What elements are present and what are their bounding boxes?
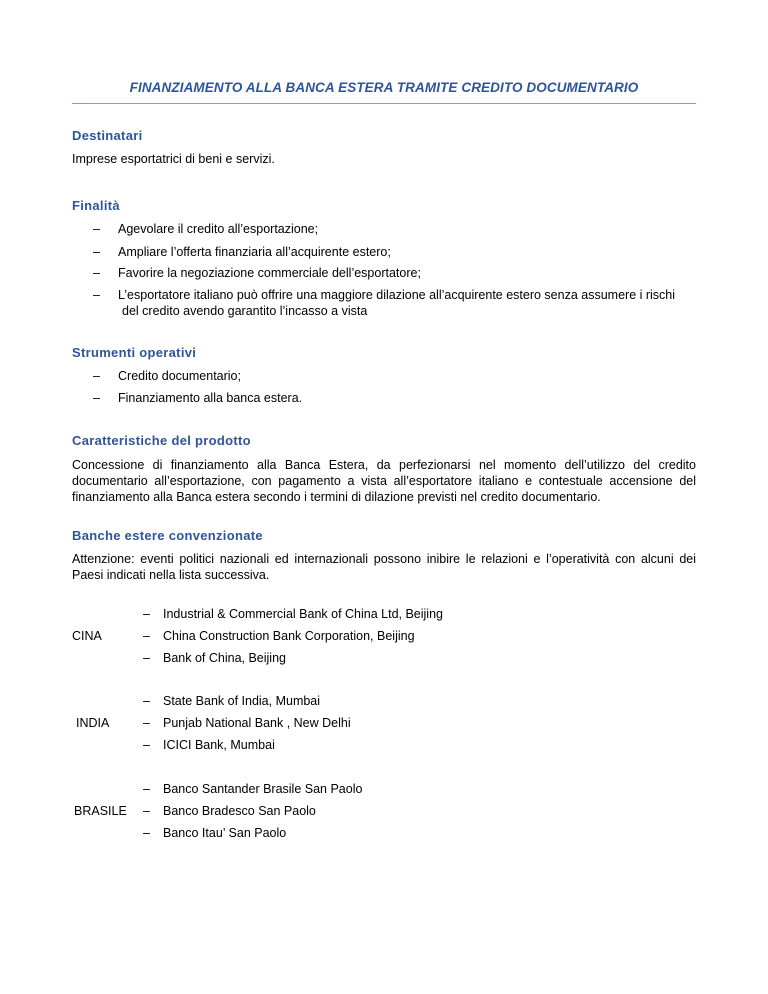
heading-strumenti: Strumenti operativi: [72, 345, 197, 360]
list-dash: –: [143, 694, 150, 708]
finalita-item: [93, 287, 696, 319]
list-dash: –: [143, 782, 150, 796]
heading-caratteristiche: Caratteristiche del prodotto: [72, 433, 251, 448]
destinatari-text: Imprese esportatrici di beni e servizi.: [72, 152, 275, 166]
heading-banche: Banche estere convenzionate: [72, 528, 263, 543]
bank-name: Banco Santander Brasile San Paolo: [163, 782, 363, 796]
bank-name: Banco Itau’ San Paolo: [163, 826, 287, 840]
bank-item: [143, 803, 316, 819]
heading-destinatari: Destinatari: [72, 128, 143, 143]
bank-item: [143, 737, 275, 753]
list-dash: –: [143, 716, 150, 730]
list-dash: –: [93, 222, 100, 236]
country-label: INDIA: [76, 716, 110, 730]
finalita-item-text: Ampliare l’offerta finanziaria all’acquirente estero;: [118, 245, 391, 259]
list-dash: –: [93, 391, 100, 405]
caratteristiche-text: Concessione di finanziamento alla Banca Estera, da perfezionarsi nel momento dell’utilizzo del credito documentario all’esportazione, con pagamento a vista all’esportatore italiano e contestuale accensione del finanziamento alla Banca estera secondo i termini di dilazione previsti nel credito documentario.: [72, 458, 696, 504]
list-dash: –: [93, 266, 100, 280]
list-dash: –: [143, 629, 150, 643]
finalita-item: [93, 221, 696, 237]
strumenti-item: [93, 390, 696, 406]
bank-item: [143, 628, 415, 644]
finalita-item-text: Favorire la negoziazione commerciale dell’esportatore;: [118, 266, 421, 280]
heading-finalita: Finalità: [72, 198, 120, 213]
bank-item: [143, 650, 286, 666]
finalita-item: [93, 265, 696, 281]
bank-item: [143, 715, 351, 731]
bank-name: China Construction Bank Corporation, Beijing: [163, 629, 415, 643]
list-dash: –: [143, 804, 150, 818]
document-title: FINANZIAMENTO ALLA BANCA ESTERA TRAMITE CREDITO DOCUMENTARIO: [129, 80, 639, 95]
finalita-item-continuation: del credito avendo garantito l’incasso a vista: [122, 304, 368, 318]
bank-name: ICICI Bank, Mumbai: [163, 738, 275, 752]
list-dash: –: [143, 738, 150, 752]
country-label: BRASILE: [74, 804, 127, 818]
list-dash: –: [93, 245, 100, 259]
finalita-item-text: L’esportatore italiano può offrire una maggiore dilazione all’acquirente estero senza assumere i rischi: [118, 288, 676, 302]
country-label: CINA: [72, 629, 102, 643]
finalita-item-text: Agevolare il credito all’esportazione;: [118, 222, 319, 236]
banche-notice: Attenzione: eventi politici nazionali ed internazionali possono inibire le relazioni e l’operatività con alcuni dei Paesi indicati nella lista successiva.: [72, 552, 696, 582]
bank-name: Bank of China, Beijing: [163, 651, 286, 665]
bank-item: [143, 606, 443, 622]
list-dash: –: [143, 826, 150, 840]
list-dash: –: [143, 607, 150, 621]
bank-item: [143, 781, 362, 797]
bank-name: Industrial & Commercial Bank of China Ltd, Beijing: [163, 607, 443, 621]
list-dash: –: [93, 369, 100, 383]
list-dash: –: [93, 288, 100, 302]
list-dash: –: [143, 651, 150, 665]
bank-name: Punjab National Bank , New Delhi: [163, 716, 351, 730]
bank-item: [143, 693, 320, 709]
finalita-item: [93, 244, 696, 260]
strumenti-item-text: Credito documentario;: [118, 369, 241, 383]
strumenti-item-text: Finanziamento alla banca estera.: [118, 391, 303, 405]
strumenti-item: [93, 368, 696, 384]
bank-name: State Bank of India, Mumbai: [163, 694, 321, 708]
title-underline: [72, 103, 696, 104]
bank-name: Banco Bradesco San Paolo: [163, 804, 316, 818]
bank-item: [143, 825, 286, 841]
